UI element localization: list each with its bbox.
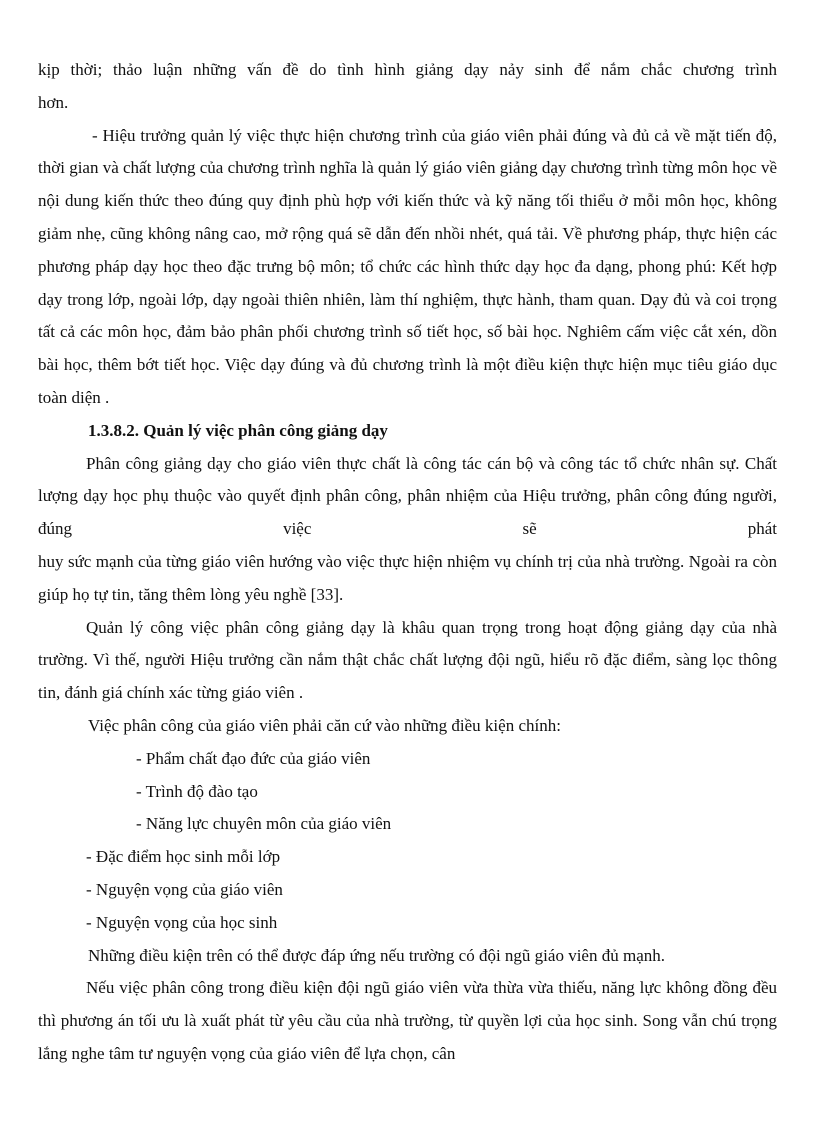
section-heading: 1.3.8.2. Quản lý việc phân công giảng dạy xyxy=(88,420,388,440)
document-page xyxy=(38,54,777,1071)
paragraph: Việc phân công của giáo viên phải căn cứ vào những điều kiện chính: xyxy=(88,715,561,735)
list-item: - Đặc điểm học sinh mỗi lớp xyxy=(86,847,281,867)
paragraph: Phân công giảng dạy cho giáo viên thực chất là công tác cán bộ và công tác tổ chức nhân sự. Chất lượng dạy học phụ thuộc vào quyết định phân công, phân nhiệm của Hiệu trưởng, phân công đúng người, đúng việc sẽ phát xyxy=(38,453,777,539)
paragraph: Những điều kiện trên có thể được đáp ứng nếu trường có đội ngũ giáo viên đủ mạnh. xyxy=(88,945,665,965)
list-item: - Trình độ đào tạo xyxy=(136,781,258,801)
list-item: - Nguyện vọng của giáo viên xyxy=(86,879,283,899)
list-item: - Năng lực chuyên môn của giáo viên xyxy=(136,814,392,834)
paragraph: huy sức mạnh của từng giáo viên hướng vào việc thực hiện nhiệm vụ chính trị của nhà trường. Ngoài ra còn giúp họ tự tin, tăng thêm lòng yêu nghề [33]. xyxy=(38,551,777,604)
paragraph: - Hiệu trưởng quản lý việc thực hiện chương trình của giáo viên phải đúng và đủ cả về mặt tiến độ, thời gian và chất lượng của chương trình nghĩa là quản lý giáo viên giảng dạy chương trình từng môn học về nội dung kiến thức theo đúng quy định phù hợp với kiến thức và kỹ năng tối thiểu ở mỗi môn học, không giảm nhẹ, cũng không nâng cao, mở rộng quá sẽ dẫn đến nhồi nhét, quá tải. Về phương pháp, thực hiện các phương pháp dạy học theo đặc trưng bộ môn; tổ chức các hình thức dạy học đa dạng, phong phú: Kết hợp dạy trong lớp, ngoài lớp, dạy ngoài thiên nhiên, làm thí nghiệm, thực hành, tham quan. Dạy đủ và coi trọng tất cả các môn học, đảm bảo phân phối chương trình số tiết học, số bài học. Nghiêm cấm việc cắt xén, dồn bài học, thêm bớt tiết học. Việc dạy đúng và đủ chương trình là một điều kiện thực hiện mục tiêu giáo dục toàn diện . xyxy=(38,125,777,407)
paragraph: Nếu việc phân công trong điều kiện đội ngũ giáo viên vừa thừa vừa thiếu, năng lực không đồng đều thì phương án tối ưu là xuất phát từ yêu cầu của nhà trường, từ quyền lợi của học sinh. Song vẫn chú trọng lắng nghe tâm tư nguyện vọng của giáo viên để lựa chọn, cân xyxy=(38,978,777,1063)
text-line: hơn. xyxy=(38,92,69,112)
text-line: kịp thời; thảo luận những vấn đề do tình hình giảng dạy nảy sinh để nắm chắc chương trình xyxy=(38,60,777,79)
list-item: - Phẩm chất đạo đức của giáo viên xyxy=(136,748,371,768)
list-item: - Nguyện vọng của học sinh xyxy=(86,912,278,932)
paragraph: Quản lý công việc phân công giảng dạy là khâu quan trọng trong hoạt động giảng dạy của nhà trường. Vì thế, người Hiệu trưởng cần nắm thật chắc chất lượng đội ngũ, hiểu rõ đặc điểm, sàng lọc thông tin, đánh giá chính xác từng giáo viên . xyxy=(38,617,777,703)
